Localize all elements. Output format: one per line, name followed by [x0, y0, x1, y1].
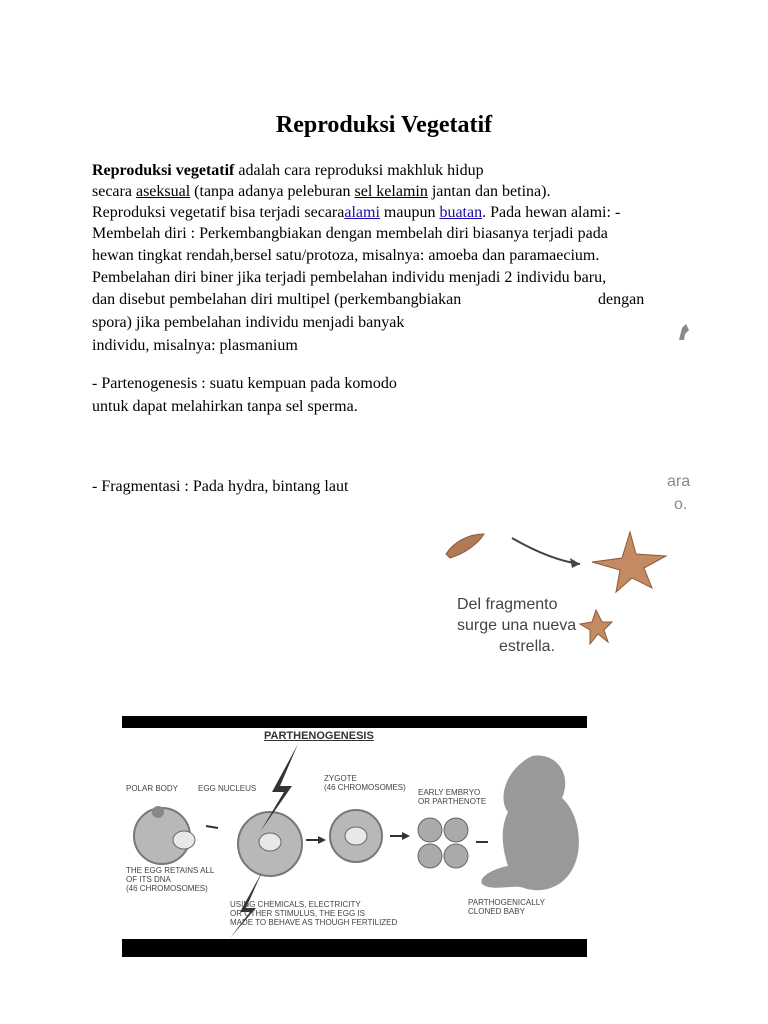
- paragraph1-line7b: dengan: [598, 291, 645, 308]
- egg-nucleus-2: [259, 833, 281, 851]
- egg-nucleus-label: EGG NUCLEUS: [198, 784, 257, 793]
- arrow-1: [206, 826, 218, 828]
- line-text: adalah cara reproduksi makhluk hidup: [234, 162, 484, 179]
- line-text: maupun: [379, 204, 440, 221]
- arrow: [512, 538, 580, 564]
- arm-fragment: [446, 534, 484, 558]
- starfish-caption: [457, 594, 576, 657]
- label-line: OR PARTHENOTE: [418, 797, 487, 806]
- caption-line: Del fragmento: [457, 596, 558, 613]
- zygote-nucleus: [345, 827, 367, 845]
- paragraph1-line2: [92, 181, 550, 202]
- arrow-2-head: [318, 836, 326, 844]
- line-text: jantan dan betina).: [427, 183, 551, 200]
- paragraph2-line1: - Partenogenesis : suatu kempuan pada komodo: [92, 375, 397, 392]
- page-title: Reproduksi Vegetatif: [275, 112, 493, 138]
- paragraph1-line5: hewan tingkat rendah,bersel satu/protoza, misalnya: amoeba dan paramaecium.: [92, 247, 600, 264]
- cloned-baby-label: [468, 898, 545, 916]
- polar-body: [152, 806, 164, 818]
- paragraph1-line4: Membelah diri : Perkembangbiakan dengan membelah diri biasanya terjadi pada: [92, 225, 608, 242]
- paragraph1-line9: individu, misalnya: plasmanium: [92, 337, 298, 354]
- paragraph3-line1: - Fragmentasi : Pada hydra, bintang laut: [92, 478, 349, 495]
- zygote-label: [324, 774, 406, 792]
- polar-body-label: POLAR BODY: [126, 784, 179, 793]
- label-line: THE EGG RETAINS ALL: [126, 866, 215, 875]
- small-starfish: [580, 610, 612, 644]
- alami-link[interactable]: alami: [344, 204, 380, 221]
- paragraph1-line8: spora) jika pembelahan individu menjadi banyak: [92, 314, 405, 331]
- partial-label-1: ara: [667, 473, 691, 490]
- paragraph2-line2: untuk dapat melahirkan tanpa sel sperma.: [92, 398, 358, 415]
- label-line: OF ITS DNA: [126, 875, 171, 884]
- paragraph1-line3: [92, 202, 620, 223]
- label-line: PARTHOGENICALLY: [468, 898, 545, 907]
- baby-silhouette: [481, 756, 578, 891]
- embryo-cell: [418, 844, 442, 868]
- bold-term: Reproduksi vegetatif: [92, 162, 235, 179]
- label-line: ZYGOTE: [324, 774, 357, 783]
- figure-title: PARTHENOGENESIS: [264, 730, 374, 742]
- embryo-cell: [418, 818, 442, 842]
- paragraph1-line7a: dan disebut pembelahan diri multipel (perkembangbiakan: [92, 291, 462, 308]
- egg-retains-label: [126, 866, 214, 893]
- label-line: CLONED BABY: [468, 907, 525, 916]
- label-line: (46 CHROMOSOMES): [126, 884, 208, 893]
- paragraph1-line1: [92, 160, 484, 181]
- line-text: . Pada hewan alami: -: [482, 204, 621, 221]
- line-text: (tanpa adanya peleburan: [190, 183, 355, 200]
- sel-kelamin-term: sel kelamin: [354, 183, 428, 200]
- egg-nucleus-1: [173, 831, 195, 849]
- caption-line: estrella.: [499, 638, 556, 655]
- line-text: Reproduksi vegetatif bisa terjadi secara: [92, 204, 345, 221]
- label-line: (46 CHROMOSOMES): [324, 783, 406, 792]
- parthenogenesis-figure: [122, 716, 587, 957]
- aseksual-term: aseksual: [135, 183, 191, 200]
- using-chemicals-label: [230, 900, 397, 927]
- starfish-figure: [440, 460, 708, 670]
- embryo-cell: [444, 818, 468, 842]
- paragraph1-line6: Pembelahan diri biner jika terjadi pembelahan individu menjadi 2 individu baru,: [92, 269, 607, 286]
- label-line: EARLY EMBRYO: [418, 788, 481, 797]
- starfish: [592, 532, 666, 592]
- embryo-cell: [444, 844, 468, 868]
- partial-label-2: o.: [674, 496, 688, 513]
- label-line: USING CHEMICALS, ELECTRICITY: [230, 900, 361, 909]
- caption-line: surge una nueva: [457, 617, 577, 634]
- early-embryo-label: [418, 788, 486, 806]
- label-line: OR OTHER STIMULUS, THE EGG IS: [230, 909, 365, 918]
- line-text: secara: [92, 183, 136, 200]
- arrow-3-head: [402, 832, 410, 840]
- buatan-link[interactable]: buatan: [439, 204, 483, 221]
- fragment-shape-icon: [676, 322, 692, 342]
- label-line: MADE TO BEHAVE AS THOUGH FERTILIZED: [230, 918, 398, 927]
